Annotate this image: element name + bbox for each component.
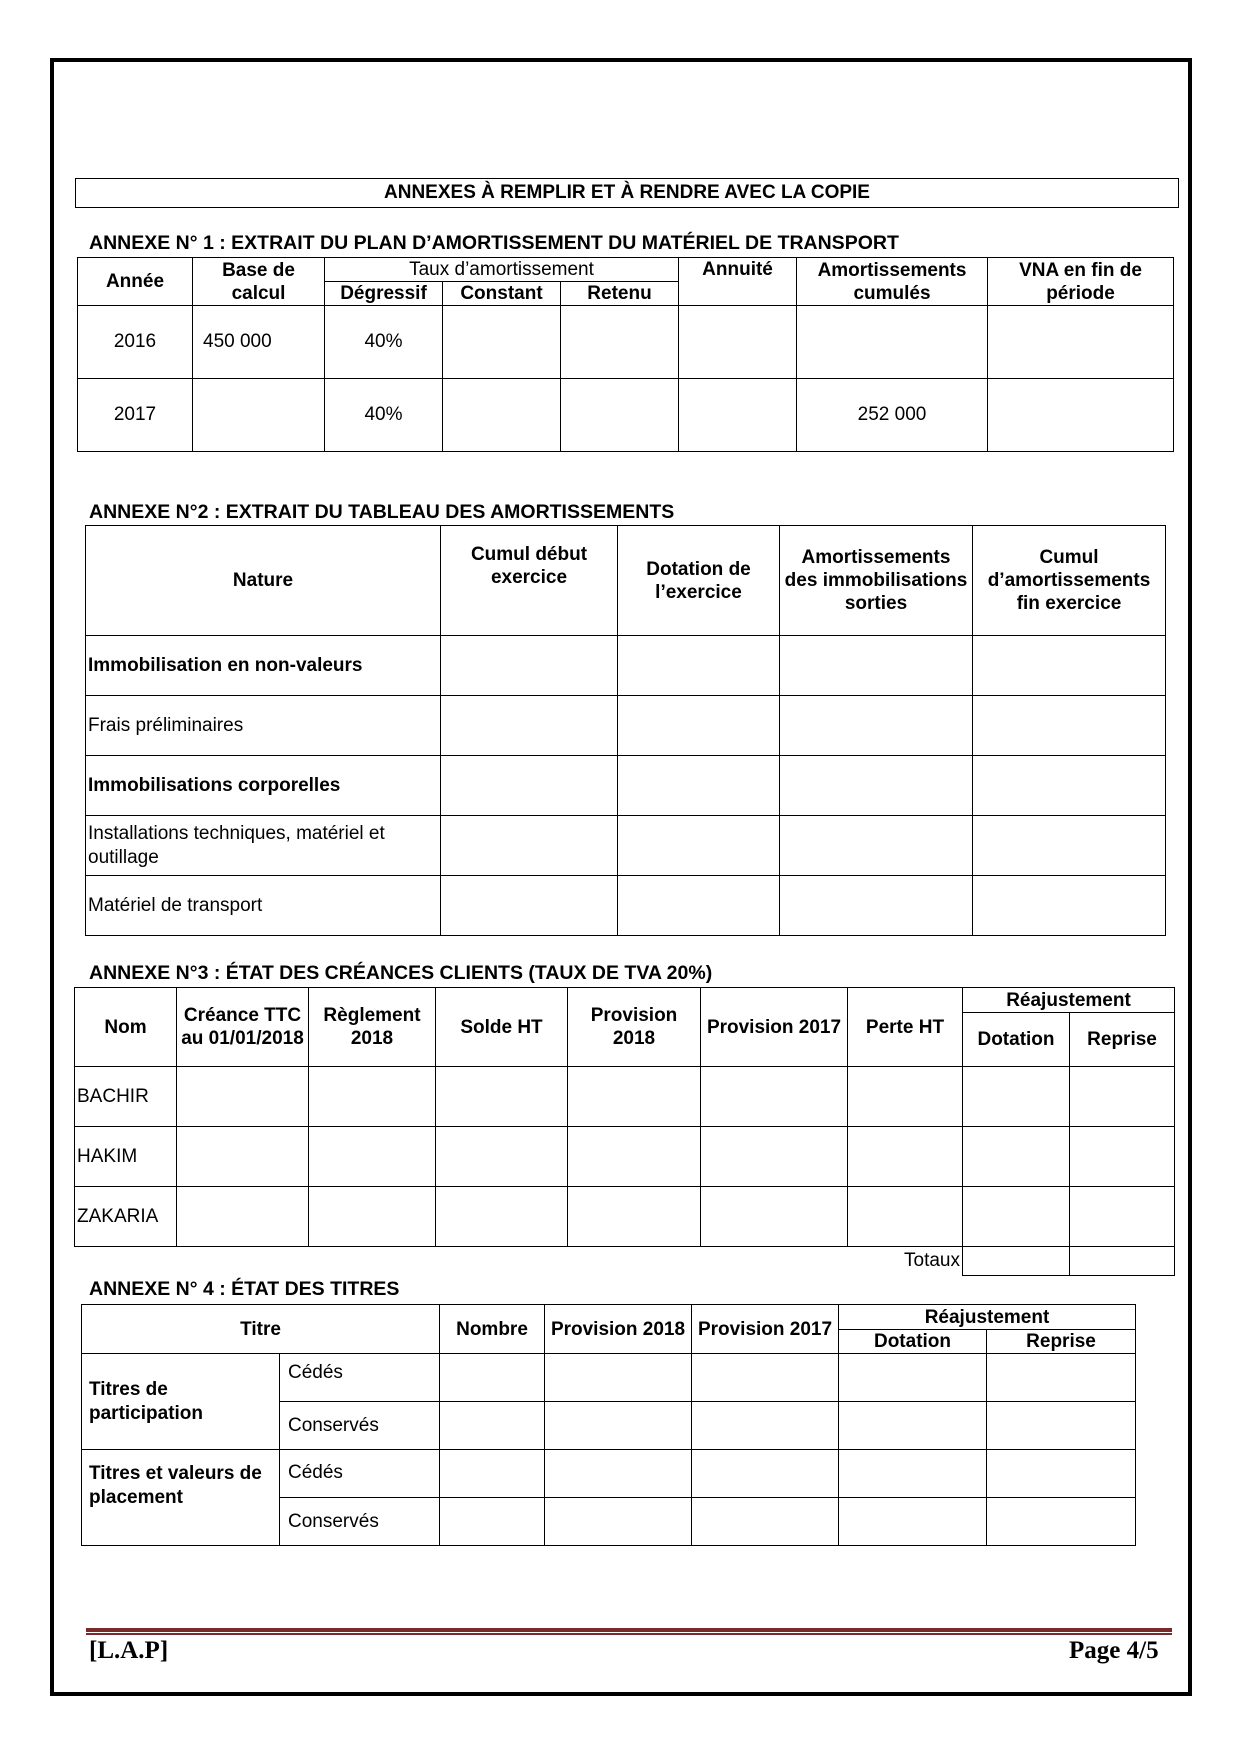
header-provision-2018: Provision 2018 <box>545 1305 692 1354</box>
header-constant: Constant <box>443 282 561 306</box>
cell-empty[interactable] <box>436 1127 568 1187</box>
cell-empty[interactable] <box>987 1402 1136 1450</box>
cell-empty[interactable] <box>309 1187 436 1247</box>
cell-degressif[interactable]: 40% <box>325 306 443 379</box>
cell-empty[interactable] <box>441 756 618 816</box>
cell-empty[interactable] <box>848 1127 963 1187</box>
cell-annuite[interactable] <box>679 379 797 452</box>
header-creance: Créance TTC au 01/01/2018 <box>177 988 309 1067</box>
row-label: Installations techniques, matériel et outillage <box>86 816 441 876</box>
cell-base[interactable]: 450 000 <box>193 306 325 379</box>
cell-constant[interactable] <box>443 306 561 379</box>
header-reajustement: Réajustement <box>839 1305 1136 1330</box>
header-reprise: Reprise <box>987 1330 1136 1354</box>
cell-amort[interactable]: 252 000 <box>797 379 988 452</box>
annexe3-title: ANNEXE N°3 : ÉTAT DES CRÉANCES CLIENTS (TAUX DE TVA 20%) <box>89 962 713 984</box>
header-degressif: Dégressif <box>325 282 443 306</box>
cell-empty[interactable] <box>618 636 780 696</box>
header-retenu: Retenu <box>561 282 679 306</box>
cell-empty[interactable] <box>839 1354 987 1402</box>
cell-empty[interactable] <box>1070 1127 1175 1187</box>
cell-annee: 2017 <box>78 379 193 452</box>
total-reprise-cell[interactable] <box>1070 1247 1175 1276</box>
cell-base[interactable] <box>193 379 325 452</box>
header-vna: VNA en fin de période <box>988 258 1174 306</box>
cell-empty[interactable] <box>618 816 780 876</box>
table-row <box>75 1187 1175 1247</box>
cell-empty[interactable] <box>973 816 1166 876</box>
header-annuite: Annuité <box>679 258 797 306</box>
cell-empty[interactable] <box>839 1450 987 1498</box>
header-annee: Année <box>78 258 193 306</box>
annexe3-table <box>74 987 1175 1276</box>
header-nom: Nom <box>75 988 177 1067</box>
sub-label-conserves: Conservés <box>280 1402 440 1450</box>
table-row <box>82 1450 1136 1498</box>
cell-empty[interactable] <box>440 1402 545 1450</box>
annexe4-title: ANNEXE N° 4 : ÉTAT DES TITRES <box>89 1278 400 1300</box>
cell-empty[interactable] <box>839 1498 987 1546</box>
cell-degressif[interactable]: 40% <box>325 379 443 452</box>
header-cumul-debut: Cumul début exercice <box>441 526 618 636</box>
totaux-label: Totaux <box>904 1250 960 1272</box>
total-dotation-cell[interactable] <box>963 1247 1070 1276</box>
table-row <box>86 756 1166 816</box>
cell-empty[interactable] <box>780 756 973 816</box>
group-label: Titres et valeurs de placement <box>82 1450 280 1546</box>
cell-vna[interactable] <box>988 306 1174 379</box>
footer-rule <box>86 1628 1172 1632</box>
header-dotation: Dotation de l’exercice <box>618 526 780 636</box>
cell-empty[interactable] <box>1070 1067 1175 1127</box>
cell-empty[interactable] <box>780 696 973 756</box>
cell-empty[interactable] <box>973 876 1166 936</box>
cell-empty[interactable] <box>545 1354 692 1402</box>
cell-empty[interactable] <box>973 756 1166 816</box>
annexe1-title: ANNEXE N° 1 : EXTRAIT DU PLAN D’AMORTISSEMENT DU MATÉRIEL DE TRANSPORT <box>89 232 899 254</box>
cell-empty[interactable] <box>441 696 618 756</box>
header-dotation: Dotation <box>839 1330 987 1354</box>
cell-retenu[interactable] <box>561 306 679 379</box>
cell-empty[interactable] <box>848 1067 963 1127</box>
client-name: HAKIM <box>75 1127 177 1187</box>
header-reprise: Reprise <box>1070 1013 1175 1067</box>
table-row <box>75 1127 1175 1187</box>
cell-empty[interactable] <box>780 636 973 696</box>
sub-label-cedes: Cédés <box>280 1354 440 1402</box>
group-label: Titres de participation <box>82 1354 280 1450</box>
cell-empty[interactable] <box>440 1354 545 1402</box>
cell-empty[interactable] <box>973 696 1166 756</box>
table-row <box>86 636 1166 696</box>
cell-empty[interactable] <box>973 636 1166 696</box>
cell-empty[interactable] <box>568 1067 701 1127</box>
cell-empty[interactable] <box>545 1498 692 1546</box>
cell-empty[interactable] <box>309 1127 436 1187</box>
header-reglement: Règlement 2018 <box>309 988 436 1067</box>
footer-author: [L.A.P] <box>89 1637 169 1664</box>
annexe1-table <box>77 257 1174 452</box>
table-row <box>86 876 1166 936</box>
cell-empty[interactable] <box>963 1127 1070 1187</box>
header-provision-2017: Provision 2017 <box>692 1305 839 1354</box>
cell-empty[interactable] <box>618 876 780 936</box>
header-nombre: Nombre <box>440 1305 545 1354</box>
cell-annuite[interactable] <box>679 306 797 379</box>
cell-empty[interactable] <box>692 1354 839 1402</box>
cell-empty[interactable] <box>701 1067 848 1127</box>
cell-empty[interactable] <box>839 1402 987 1450</box>
footer-rule-thin <box>86 1633 1172 1635</box>
header-cumul-fin: Cumul d’amortissements fin exercice <box>973 526 1166 636</box>
cell-empty[interactable] <box>440 1450 545 1498</box>
sub-label-cedes: Cédés <box>280 1450 440 1498</box>
annexe2-table <box>85 525 1166 936</box>
cell-vna[interactable] <box>988 379 1174 452</box>
header-solde: Solde HT <box>436 988 568 1067</box>
header-perte: Perte HT <box>848 988 963 1067</box>
cell-empty[interactable] <box>545 1450 692 1498</box>
table-row <box>86 696 1166 756</box>
cell-empty[interactable] <box>177 1187 309 1247</box>
cell-empty[interactable] <box>441 876 618 936</box>
table-row <box>78 379 1174 452</box>
cell-empty[interactable] <box>963 1187 1070 1247</box>
row-label: Frais préliminaires <box>86 696 441 756</box>
cell-empty[interactable] <box>441 636 618 696</box>
cell-annee: 2016 <box>78 306 193 379</box>
cell-empty[interactable] <box>545 1402 692 1450</box>
annexe4-table <box>81 1304 1136 1546</box>
header-nature: Nature <box>86 526 441 636</box>
annexes-banner: ANNEXES À REMPLIR ET À RENDRE AVEC LA COPIE <box>75 178 1179 208</box>
client-name: ZAKARIA <box>75 1187 177 1247</box>
header-taux <box>325 258 679 282</box>
cell-empty[interactable] <box>177 1067 309 1127</box>
table-row <box>86 816 1166 876</box>
cell-empty[interactable] <box>987 1450 1136 1498</box>
header-dotation: Dotation <box>963 1013 1070 1067</box>
header-reajustement: Réajustement <box>963 988 1175 1013</box>
sub-label-conserves: Conservés <box>280 1498 440 1546</box>
row-label: Immobilisations corporelles <box>86 756 441 816</box>
header-taux-label: Taux d’amortissement <box>409 259 594 280</box>
cell-empty[interactable] <box>692 1498 839 1546</box>
cell-empty[interactable] <box>701 1187 848 1247</box>
header-titre: Titre <box>82 1305 440 1354</box>
cell-empty[interactable] <box>701 1127 848 1187</box>
cell-empty[interactable] <box>436 1067 568 1127</box>
cell-empty[interactable] <box>1070 1187 1175 1247</box>
cell-empty[interactable] <box>440 1498 545 1546</box>
cell-empty[interactable] <box>436 1187 568 1247</box>
cell-constant[interactable] <box>443 379 561 452</box>
header-amort-sorties: Amortissements des immobilisations sorties <box>780 526 973 636</box>
cell-empty[interactable] <box>618 756 780 816</box>
cell-empty[interactable] <box>568 1127 701 1187</box>
cell-empty[interactable] <box>848 1187 963 1247</box>
header-provision-2018: Provision 2018 <box>568 988 701 1067</box>
table-row <box>78 306 1174 379</box>
totals-row <box>75 1247 1175 1276</box>
client-name: BACHIR <box>75 1067 177 1127</box>
table-row <box>82 1354 1136 1402</box>
cell-empty[interactable] <box>618 696 780 756</box>
row-label: Immobilisation en non-valeurs <box>86 636 441 696</box>
cell-empty[interactable] <box>963 1067 1070 1127</box>
page-number: Page 4/5 <box>1069 1637 1159 1664</box>
annexe2-title: ANNEXE N°2 : EXTRAIT DU TABLEAU DES AMORTISSEMENTS <box>89 501 675 523</box>
header-base-calcul: Base de calcul <box>193 258 325 306</box>
cell-empty[interactable] <box>568 1187 701 1247</box>
cell-empty[interactable] <box>309 1067 436 1127</box>
row-label: Matériel de transport <box>86 876 441 936</box>
table-row <box>75 1067 1175 1127</box>
cell-empty[interactable] <box>780 816 973 876</box>
cell-retenu[interactable] <box>561 379 679 452</box>
cell-empty[interactable] <box>692 1402 839 1450</box>
cell-empty[interactable] <box>987 1498 1136 1546</box>
cell-empty[interactable] <box>692 1450 839 1498</box>
header-amort-cumules: Amortissements cumulés <box>797 258 988 306</box>
cell-amort[interactable] <box>797 306 988 379</box>
cell-empty[interactable] <box>987 1354 1136 1402</box>
cell-empty[interactable] <box>177 1127 309 1187</box>
header-provision-2017: Provision 2017 <box>701 988 848 1067</box>
cell-empty[interactable] <box>441 816 618 876</box>
cell-empty[interactable] <box>780 876 973 936</box>
